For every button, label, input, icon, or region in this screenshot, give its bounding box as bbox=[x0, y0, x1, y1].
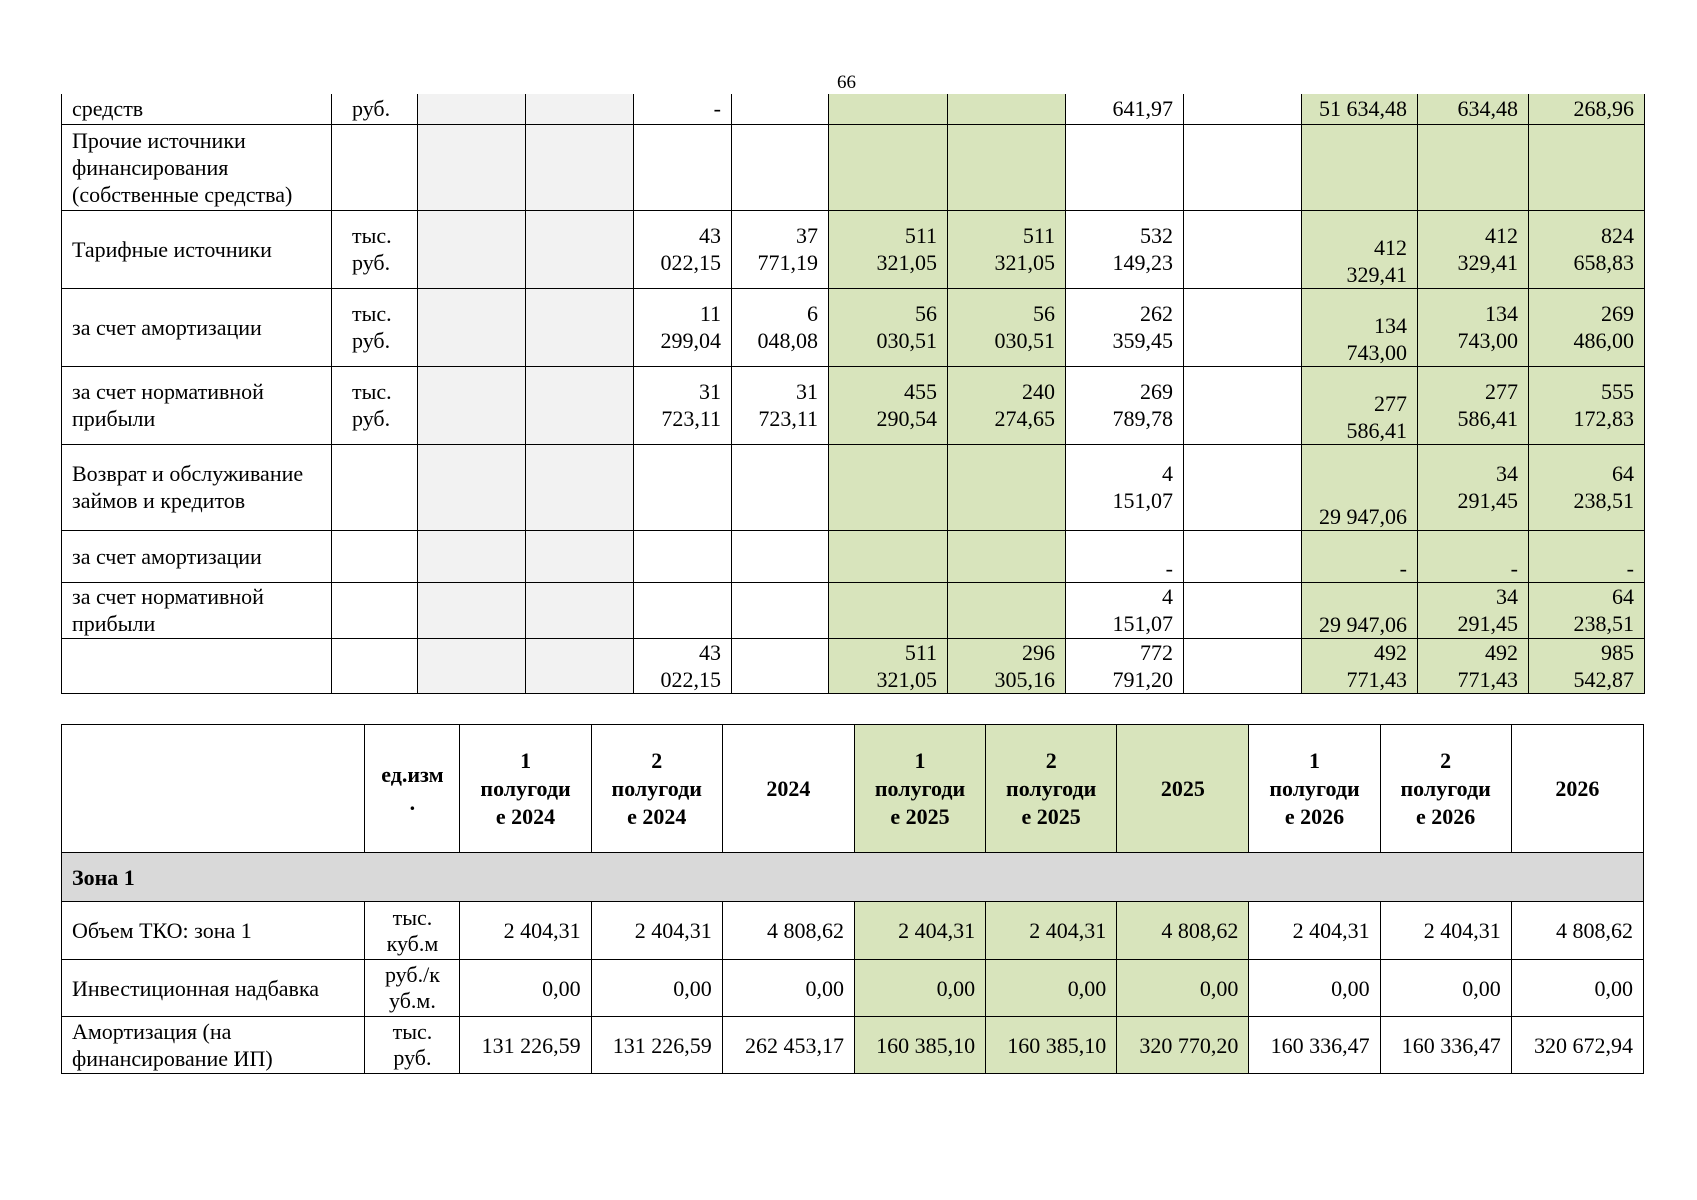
table-cell: 772 791,20 bbox=[1066, 638, 1184, 693]
table-cell bbox=[1184, 530, 1302, 582]
table-cell bbox=[948, 124, 1066, 210]
column-header: 2025 bbox=[1117, 725, 1249, 853]
table-cell: 296 305,16 bbox=[948, 638, 1066, 693]
table-cell: - bbox=[1302, 530, 1418, 582]
table-cell: 0,00 bbox=[591, 960, 722, 1017]
row-unit: тыс. руб. bbox=[332, 366, 418, 444]
page-number: 66 bbox=[837, 72, 856, 93]
table-cell bbox=[1184, 210, 1302, 288]
table-cell: 2 404,31 bbox=[1380, 902, 1511, 960]
table-cell: 492 771,43 bbox=[1302, 638, 1418, 693]
table-cell bbox=[1184, 94, 1302, 124]
financing-sources-table bbox=[61, 94, 1645, 694]
table-cell bbox=[634, 124, 732, 210]
table-cell: - bbox=[634, 94, 732, 124]
table-cell bbox=[526, 210, 634, 288]
table-cell: 0,00 bbox=[1380, 960, 1511, 1017]
table-cell bbox=[1066, 124, 1184, 210]
table-cell: 555 172,83 bbox=[1529, 366, 1645, 444]
table-row bbox=[62, 210, 1645, 288]
row-unit: руб. bbox=[332, 94, 418, 124]
row-label bbox=[62, 638, 332, 693]
table-cell: 134 743,00 bbox=[1302, 288, 1418, 366]
table-row bbox=[62, 1017, 1644, 1074]
table-cell bbox=[732, 124, 829, 210]
table-cell bbox=[418, 582, 526, 638]
table-row bbox=[62, 366, 1645, 444]
table-cell: 29 947,06 bbox=[1302, 444, 1418, 530]
table-cell: 51 634,48 bbox=[1302, 94, 1418, 124]
zone-indicators-table bbox=[61, 724, 1644, 1074]
table-cell: 64 238,51 bbox=[1529, 582, 1645, 638]
row-label: за счет амортизации bbox=[62, 288, 332, 366]
row-label: Инвестиционная надбавка bbox=[62, 960, 365, 1017]
column-header: ед.изм . bbox=[365, 725, 460, 853]
row-label: за счет нормативной прибыли bbox=[62, 582, 332, 638]
table-row bbox=[62, 124, 1645, 210]
row-label: средств bbox=[62, 94, 332, 124]
table-cell bbox=[1184, 444, 1302, 530]
row-label: Прочие источники финансирования (собственные средства) bbox=[62, 124, 332, 210]
table-cell bbox=[829, 94, 948, 124]
table-cell bbox=[526, 444, 634, 530]
table-cell: 0,00 bbox=[1511, 960, 1643, 1017]
table-cell: 985 542,87 bbox=[1529, 638, 1645, 693]
column-header: 2 полугоди е 2026 bbox=[1380, 725, 1511, 853]
row-unit: тыс. куб.м bbox=[365, 902, 460, 960]
column-header: 2 полугоди е 2025 bbox=[986, 725, 1117, 853]
row-label: Тарифные источники bbox=[62, 210, 332, 288]
table-cell: 31 723,11 bbox=[634, 366, 732, 444]
table-cell bbox=[418, 288, 526, 366]
table-cell: - bbox=[1418, 530, 1529, 582]
table-cell bbox=[526, 124, 634, 210]
table-cell: 634,48 bbox=[1418, 94, 1529, 124]
table-cell: 160 336,47 bbox=[1249, 1017, 1380, 1074]
table-cell: 412 329,41 bbox=[1418, 210, 1529, 288]
table-cell bbox=[418, 638, 526, 693]
table-cell: 56 030,51 bbox=[829, 288, 948, 366]
table-cell: 34 291,45 bbox=[1418, 444, 1529, 530]
row-label: Объем ТКО: зона 1 bbox=[62, 902, 365, 960]
column-header: 1 полугоди е 2026 bbox=[1249, 725, 1380, 853]
table-cell: 4 808,62 bbox=[1511, 902, 1643, 960]
table-cell: 2 404,31 bbox=[986, 902, 1117, 960]
table-cell bbox=[526, 94, 634, 124]
row-unit bbox=[332, 444, 418, 530]
table-cell: - bbox=[1529, 530, 1645, 582]
table-cell bbox=[1184, 124, 1302, 210]
table-cell bbox=[829, 124, 948, 210]
table-cell bbox=[418, 530, 526, 582]
table-cell: 2 404,31 bbox=[460, 902, 591, 960]
table-cell: 320 672,94 bbox=[1511, 1017, 1643, 1074]
table-cell: 6 048,08 bbox=[732, 288, 829, 366]
table-cell bbox=[1529, 124, 1645, 210]
table-cell bbox=[948, 94, 1066, 124]
table-cell: 268,96 bbox=[1529, 94, 1645, 124]
table-cell bbox=[1184, 366, 1302, 444]
column-header: 2 полугоди е 2024 bbox=[591, 725, 722, 853]
table-cell: 160 336,47 bbox=[1380, 1017, 1511, 1074]
table-cell bbox=[948, 444, 1066, 530]
table-cell: 43 022,15 bbox=[634, 638, 732, 693]
column-header: 1 полугоди е 2024 bbox=[460, 725, 591, 853]
table-cell bbox=[829, 582, 948, 638]
row-label: Возврат и обслуживание займов и кредитов bbox=[62, 444, 332, 530]
table-cell: 455 290,54 bbox=[829, 366, 948, 444]
table-cell: 2 404,31 bbox=[591, 902, 722, 960]
table-cell: 824 658,83 bbox=[1529, 210, 1645, 288]
column-header: 2026 bbox=[1511, 725, 1643, 853]
table-row bbox=[62, 638, 1645, 693]
row-unit: тыс. руб. bbox=[365, 1017, 460, 1074]
table-cell bbox=[526, 366, 634, 444]
column-header bbox=[62, 725, 365, 853]
zone-heading: Зона 1 bbox=[62, 853, 1644, 902]
table-cell: 269 789,78 bbox=[1066, 366, 1184, 444]
table-cell bbox=[1184, 288, 1302, 366]
table-row bbox=[62, 902, 1644, 960]
table-row bbox=[62, 444, 1645, 530]
table-row bbox=[62, 582, 1645, 638]
table-cell bbox=[1418, 124, 1529, 210]
table-cell bbox=[732, 582, 829, 638]
table-cell bbox=[829, 530, 948, 582]
table-cell: 0,00 bbox=[1249, 960, 1380, 1017]
table-cell bbox=[526, 530, 634, 582]
table-row bbox=[62, 288, 1645, 366]
row-unit: руб./к уб.м. bbox=[365, 960, 460, 1017]
table-row bbox=[62, 960, 1644, 1017]
table-cell: 160 385,10 bbox=[854, 1017, 985, 1074]
table-cell bbox=[418, 366, 526, 444]
table-cell: 131 226,59 bbox=[460, 1017, 591, 1074]
row-label: за счет нормативной прибыли bbox=[62, 366, 332, 444]
table-cell bbox=[634, 530, 732, 582]
table-cell: 4 151,07 bbox=[1066, 582, 1184, 638]
table-cell bbox=[1184, 582, 1302, 638]
table-cell: 262 453,17 bbox=[722, 1017, 854, 1074]
table-cell: 4 151,07 bbox=[1066, 444, 1184, 530]
row-unit bbox=[332, 530, 418, 582]
table-cell: 56 030,51 bbox=[948, 288, 1066, 366]
row-unit bbox=[332, 582, 418, 638]
table-cell: 31 723,11 bbox=[732, 366, 829, 444]
table-cell: 64 238,51 bbox=[1529, 444, 1645, 530]
row-unit bbox=[332, 124, 418, 210]
table-cell: 160 385,10 bbox=[986, 1017, 1117, 1074]
table-cell bbox=[526, 638, 634, 693]
table-cell bbox=[732, 444, 829, 530]
table-cell: 29 947,06 bbox=[1302, 582, 1418, 638]
table-cell bbox=[526, 582, 634, 638]
table-cell bbox=[634, 444, 732, 530]
table-cell: 34 291,45 bbox=[1418, 582, 1529, 638]
table-cell: 277 586,41 bbox=[1302, 366, 1418, 444]
table-cell: 0,00 bbox=[854, 960, 985, 1017]
table-cell: 511 321,05 bbox=[829, 638, 948, 693]
table-cell bbox=[418, 124, 526, 210]
table-cell: 37 771,19 bbox=[732, 210, 829, 288]
table-cell bbox=[1302, 124, 1418, 210]
table-cell: 412 329,41 bbox=[1302, 210, 1418, 288]
table-cell bbox=[1184, 638, 1302, 693]
table-cell: 641,97 bbox=[1066, 94, 1184, 124]
row-label: Амортизация (на финансирование ИП) bbox=[62, 1017, 365, 1074]
table-cell: 43 022,15 bbox=[634, 210, 732, 288]
row-unit: тыс. руб. bbox=[332, 288, 418, 366]
table-cell: 134 743,00 bbox=[1418, 288, 1529, 366]
table-cell: 0,00 bbox=[460, 960, 591, 1017]
table-cell: 492 771,43 bbox=[1418, 638, 1529, 693]
table-cell: 11 299,04 bbox=[634, 288, 732, 366]
table-cell: 511 321,05 bbox=[829, 210, 948, 288]
table-cell: 0,00 bbox=[986, 960, 1117, 1017]
table-cell: 277 586,41 bbox=[1418, 366, 1529, 444]
table-cell: 532 149,23 bbox=[1066, 210, 1184, 288]
table-cell bbox=[732, 530, 829, 582]
table-cell bbox=[418, 94, 526, 124]
table-cell: 131 226,59 bbox=[591, 1017, 722, 1074]
table-cell bbox=[948, 530, 1066, 582]
table-cell: 511 321,05 bbox=[948, 210, 1066, 288]
table-cell: - bbox=[1066, 530, 1184, 582]
table-cell bbox=[732, 638, 829, 693]
table-cell: 0,00 bbox=[722, 960, 854, 1017]
table-cell: 269 486,00 bbox=[1529, 288, 1645, 366]
table-cell bbox=[634, 582, 732, 638]
table-cell: 2 404,31 bbox=[1249, 902, 1380, 960]
table-cell: 320 770,20 bbox=[1117, 1017, 1249, 1074]
table-cell: 262 359,45 bbox=[1066, 288, 1184, 366]
table-cell bbox=[418, 444, 526, 530]
table-row bbox=[62, 94, 1645, 124]
row-label: за счет амортизации bbox=[62, 530, 332, 582]
row-unit: тыс. руб. bbox=[332, 210, 418, 288]
table-cell: 4 808,62 bbox=[1117, 902, 1249, 960]
table-cell bbox=[526, 288, 634, 366]
table-cell: 240 274,65 bbox=[948, 366, 1066, 444]
table-cell: 2 404,31 bbox=[854, 902, 985, 960]
column-header: 1 полугоди е 2025 bbox=[854, 725, 985, 853]
table-cell bbox=[829, 444, 948, 530]
table-row bbox=[62, 530, 1645, 582]
table-cell: 0,00 bbox=[1117, 960, 1249, 1017]
row-unit bbox=[332, 638, 418, 693]
table-cell: 4 808,62 bbox=[722, 902, 854, 960]
column-header: 2024 bbox=[722, 725, 854, 853]
table-cell bbox=[732, 94, 829, 124]
table-cell bbox=[948, 582, 1066, 638]
table-cell bbox=[418, 210, 526, 288]
